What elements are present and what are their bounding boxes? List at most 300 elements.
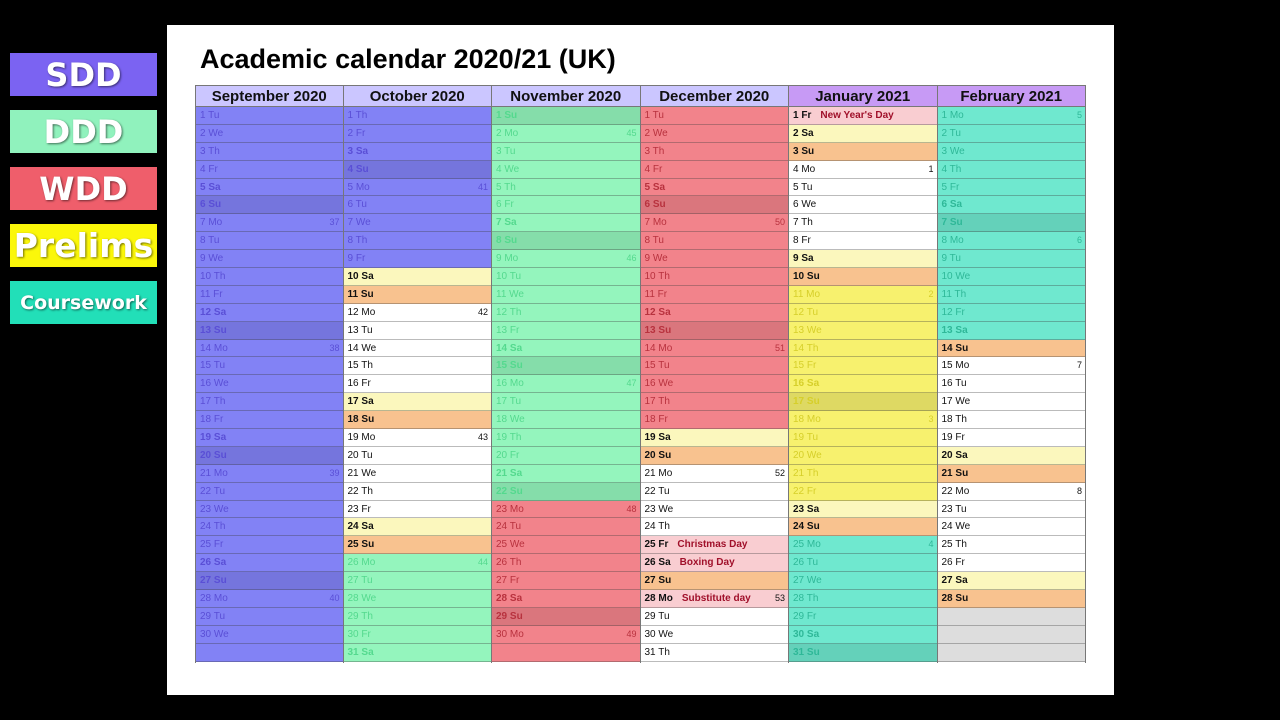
day-cell [196,411,343,429]
day-cell [641,393,789,411]
day-label: 10 Th [200,271,226,283]
day-cell [938,554,1086,572]
day-cell [789,214,937,232]
day-cell [344,322,492,340]
day-cell [344,286,492,304]
day-cell [789,590,937,608]
day-cell [492,304,640,322]
day-cell [196,554,343,572]
day-label: 1 Tu [644,110,664,121]
holiday-label: New Year's Day [820,110,894,121]
day-label: 20 We [793,449,822,461]
day-cell [641,429,789,447]
day-cell [789,322,937,340]
day-cell [789,125,937,143]
day-label: 25 Su [347,539,375,551]
page-title: Academic calendar 2020/21 (UK) [200,44,616,74]
day-label: 14 Mo [200,342,228,354]
day-label: 30 We [200,628,229,640]
day-cell [344,250,492,268]
day-label: 7 Mo [644,217,667,229]
day-label: 27 Sa [941,575,968,587]
day-cell [641,447,789,465]
day-label: 7 We [347,217,371,229]
day-label: 23 We [200,503,229,515]
day-label: 17 We [941,396,971,408]
day-cell [789,465,937,483]
day-cell [196,196,343,214]
day-label: 2 Mo [496,127,519,139]
month-column [938,85,1087,663]
day-label: 20 Fr [496,449,520,461]
day-label: 29 Fr [793,610,817,622]
day-label: 15 Th [347,360,373,372]
day-cell [344,465,492,483]
day-cell [938,268,1086,286]
day-label: 5 Fr [941,181,960,193]
day-label: 16 Mo [496,378,524,390]
day-cell [938,125,1086,143]
day-label: 21 We [347,467,377,479]
day-label: 6 Sa [941,199,963,211]
day-cell [344,501,492,519]
day-cell [492,268,640,286]
day-cell [344,214,492,232]
day-cell [938,304,1086,322]
day-label: 25 Fr [200,539,224,551]
day-cell [344,179,492,197]
day-label: 12 Sa [200,306,227,318]
week-number: 3 [928,414,934,425]
day-cell [938,196,1086,214]
day-label: 11 Mo [793,288,821,300]
day-label: 13 Sa [941,324,968,336]
day-label: 28 Sa [496,593,523,605]
day-label: 29 Tu [644,610,670,622]
calendar-page [167,25,1114,695]
day-cell [344,536,492,554]
day-cell [938,483,1086,501]
day-cell [789,518,937,536]
day-cell [641,465,789,483]
day-label: 4 We [496,163,520,175]
day-cell [344,340,492,358]
day-label: 26 Sa [200,557,227,569]
day-label: 2 We [200,127,224,139]
empty-cell [938,626,1086,644]
day-cell [196,357,343,375]
week-number: 48 [626,503,637,514]
day-label: 5 Th [496,181,516,193]
day-label: 17 Th [200,396,226,408]
day-cell [641,411,789,429]
day-label: 31 Th [644,646,670,658]
day-label: 31 Su [793,646,820,658]
day-cell [196,286,343,304]
day-label: 9 Mo [496,253,519,265]
day-label: 12 Mo [347,306,376,318]
day-cell [344,143,492,161]
week-number: 45 [626,127,637,138]
day-cell [196,304,343,322]
day-label: 2 Sa [793,127,814,139]
day-label: 27 We [793,575,822,587]
day-label: 28 Su [941,593,969,605]
week-number: 44 [477,557,488,568]
day-cell [789,304,937,322]
day-label: 7 Sa [496,217,517,229]
day-cell [789,196,937,214]
week-number: 51 [774,342,785,353]
day-cell [492,232,640,250]
month-column [789,85,938,663]
month-header: December 2020 [641,85,789,107]
day-label: 3 We [941,145,965,157]
day-cell [789,232,937,250]
day-cell [938,250,1086,268]
day-cell [492,483,640,501]
day-cell [344,644,492,662]
day-cell [938,232,1086,250]
week-number: 49 [626,628,637,639]
day-label: 8 Tu [644,235,664,247]
day-cell [492,196,640,214]
day-cell [641,483,789,501]
day-cell [789,250,937,268]
day-cell [789,286,937,304]
day-label: 3 Th [200,145,220,157]
day-label: 14 Mo [644,342,673,354]
day-cell [938,572,1086,590]
day-cell [938,429,1086,447]
day-cell [196,107,343,125]
day-cell [344,196,492,214]
day-cell [938,161,1086,179]
day-label: 4 Mo [793,163,816,175]
day-label: 15 Tu [200,360,226,372]
day-label: 12 Fr [941,306,965,318]
day-label: 21 Su [941,467,969,479]
week-number: 43 [477,432,488,443]
day-cell [344,161,492,179]
day-cell [641,107,789,125]
day-cell [344,429,492,447]
day-cell [789,608,937,626]
day-label: 10 Tu [496,271,522,283]
day-label: 13 We [793,324,822,336]
day-cell [196,626,343,644]
week-number: 52 [774,467,785,478]
empty-cell [938,608,1086,626]
week-number: 6 [1076,235,1082,246]
day-label: 16 Sa [793,378,820,390]
month-column [641,85,790,663]
day-cell [641,626,789,644]
day-cell [196,518,343,536]
holiday-label: Boxing Day [679,557,735,569]
day-cell [641,518,789,536]
day-label: 15 Fr [793,360,817,372]
day-cell [641,536,789,554]
day-cell [938,393,1086,411]
day-label: 19 Fr [941,432,965,444]
day-label: 8 Su [496,235,518,247]
month-header: January 2021 [789,85,937,107]
day-cell [789,179,937,197]
week-number: 7 [1076,360,1082,371]
day-label: 12 Sa [644,306,671,318]
day-label: 18 Fr [644,414,668,426]
day-label: 11 Th [941,288,967,300]
day-label: 4 Su [347,163,369,175]
day-label: 26 Sa [644,557,671,569]
month-header: September 2020 [196,85,343,107]
day-cell [641,554,789,572]
day-cell [492,501,640,519]
day-label: 3 Sa [347,145,369,157]
day-cell [789,554,937,572]
day-label: 23 We [644,503,674,515]
day-cell [196,429,343,447]
day-label: 27 Su [200,575,227,587]
day-cell [344,590,492,608]
day-cell [789,340,937,358]
day-label: 28 Th [793,593,819,605]
day-cell [492,536,640,554]
day-label: 28 Mo [644,593,673,605]
day-cell [196,483,343,501]
week-number: 39 [329,467,340,478]
day-cell [641,304,789,322]
day-cell [344,357,492,375]
day-cell [196,143,343,161]
day-label: 24 Th [644,521,670,533]
day-cell [789,536,937,554]
day-label: 5 Sa [644,181,666,193]
day-cell [641,268,789,286]
day-cell [938,411,1086,429]
day-cell [492,465,640,483]
day-cell [492,393,640,411]
day-cell [938,143,1086,161]
day-cell [344,554,492,572]
day-cell [641,143,789,161]
day-cell [641,232,789,250]
day-label: 4 Fr [644,163,663,175]
day-cell [938,340,1086,358]
day-cell [641,179,789,197]
week-number: 40 [329,593,340,604]
month-header: November 2020 [492,85,640,107]
day-cell [641,375,789,393]
day-cell [789,626,937,644]
day-cell [641,501,789,519]
day-label: 17 Th [644,396,670,408]
day-label: 20 Sa [941,449,968,461]
day-cell [938,214,1086,232]
day-label: 3 Tu [496,145,516,157]
day-label: 18 Mo [793,414,821,426]
day-label: 22 Th [347,485,373,497]
day-label: 3 Th [644,145,665,157]
day-label: 10 Th [644,271,670,283]
day-label: 6 Su [200,199,222,211]
day-label: 1 Th [347,110,368,121]
day-cell [196,375,343,393]
day-cell [344,572,492,590]
day-label: 13 Su [200,324,227,336]
day-label: 1 Fr [793,110,812,121]
day-label: 30 Mo [496,628,524,640]
day-cell [641,644,789,662]
day-label: 28 We [347,593,377,605]
day-cell [789,411,937,429]
day-cell [196,501,343,519]
day-label: 12 Th [496,306,522,318]
day-cell [938,536,1086,554]
day-label: 19 Mo [347,432,376,444]
day-label: 22 Fr [793,485,817,497]
day-label: 17 Sa [347,396,374,408]
day-cell [789,501,937,519]
day-cell [492,179,640,197]
day-cell [344,375,492,393]
day-label: 24 Th [200,521,226,533]
day-label: 24 Su [793,521,820,533]
day-cell [344,626,492,644]
day-cell [789,447,937,465]
day-cell [344,518,492,536]
day-label: 8 Fr [793,235,811,247]
day-label: 19 Sa [644,432,671,444]
day-label: 20 Su [644,449,672,461]
day-label: 2 Fr [347,127,366,139]
day-cell [492,429,640,447]
day-cell [196,125,343,143]
day-cell [196,214,343,232]
day-label: 24 We [941,521,971,533]
day-label: 14 Sa [496,342,523,354]
day-cell [492,447,640,465]
day-label: 14 Su [941,342,969,354]
day-cell [344,268,492,286]
holiday-label: Christmas Day [677,539,748,551]
day-cell [938,518,1086,536]
day-label: 3 Su [793,145,815,157]
day-label: 16 We [644,378,674,390]
day-cell [344,232,492,250]
week-number: 53 [774,593,785,604]
day-label: 1 Tu [200,110,220,121]
day-cell [344,483,492,501]
day-label: 19 Th [496,432,522,444]
day-cell [196,179,343,197]
day-cell [492,411,640,429]
day-label: 7 Th [793,217,813,229]
day-label: 4 Th [941,163,962,175]
month-column [344,85,493,663]
day-label: 16 Tu [941,378,967,390]
day-label: 19 Sa [200,432,227,444]
day-label: 30 We [644,628,674,640]
day-label: 13 Su [644,324,672,336]
day-cell [196,536,343,554]
day-cell [641,161,789,179]
day-cell [789,268,937,286]
day-label: 31 Sa [347,646,374,658]
day-label: 7 Mo [200,217,223,229]
day-cell [641,322,789,340]
day-cell [492,626,640,644]
day-cell [789,483,937,501]
day-cell [641,125,789,143]
week-number: 5 [1076,110,1082,120]
day-cell [492,322,640,340]
day-cell [196,161,343,179]
day-label: 1 Mo [941,110,964,121]
month-header: February 2021 [938,85,1086,107]
day-label: 6 Su [644,199,666,211]
week-number: 42 [477,306,488,317]
day-cell [492,214,640,232]
week-number: 4 [928,539,934,550]
day-cell [938,179,1086,197]
day-label: 6 Fr [496,199,514,211]
day-label: 18 Fr [200,414,224,426]
day-label: 13 Fr [496,324,520,336]
day-label: 24 Tu [496,521,522,533]
day-label: 15 Su [496,360,523,372]
day-label: 13 Tu [347,324,373,336]
day-label: 12 Tu [793,306,819,318]
day-label: 14 Th [793,342,819,354]
day-label: 25 We [496,539,525,551]
day-label: 9 Fr [347,253,366,265]
day-cell [196,608,343,626]
day-label: 6 We [793,199,817,211]
day-cell [196,465,343,483]
week-number: 47 [626,378,637,389]
week-number: 1 [928,163,934,174]
day-label: 7 Su [941,217,963,229]
day-cell [344,411,492,429]
day-cell [196,590,343,608]
empty-cell [938,644,1086,662]
day-cell [492,250,640,268]
day-cell [938,357,1086,375]
week-number: 38 [329,342,340,353]
day-cell [938,322,1086,340]
day-label: 5 Tu [793,181,813,193]
empty-cell [492,644,640,662]
day-cell [789,357,937,375]
day-cell [492,375,640,393]
holiday-label: Substitute day [681,593,751,605]
day-label: 5 Mo [347,181,370,193]
day-label: 25 Fr [644,539,669,551]
week-number: 41 [477,181,488,192]
day-cell [344,608,492,626]
day-cell [789,644,937,662]
day-cell [196,340,343,358]
day-cell [641,608,789,626]
day-cell [492,590,640,608]
day-label: 27 Tu [347,575,373,587]
day-label: 9 Tu [941,253,961,265]
day-label: 28 Mo [200,593,228,605]
legend-prelims: Prelims [10,224,157,267]
day-label: 9 Sa [793,253,814,265]
